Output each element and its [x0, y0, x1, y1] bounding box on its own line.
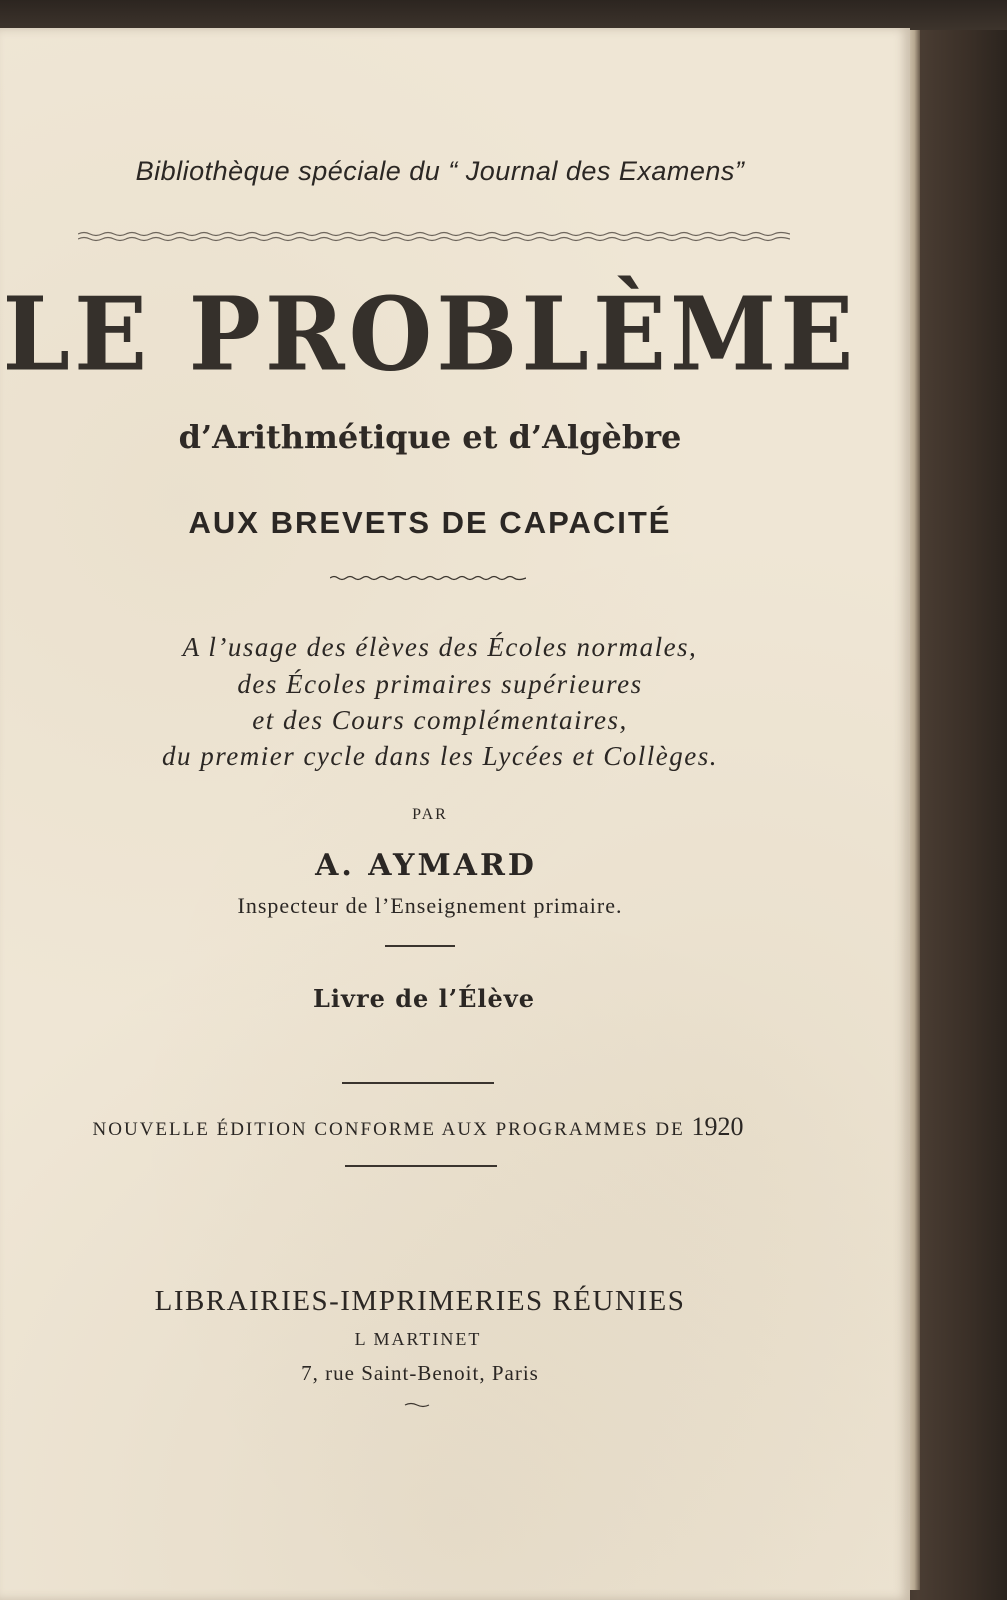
- title-page: [0, 28, 910, 1600]
- book-title: LE PROBLÈME: [2, 275, 858, 394]
- volume-label: Livre de l’Élève: [313, 984, 535, 1013]
- book-top-edge: [0, 0, 1007, 30]
- wavy-rule: [78, 230, 790, 244]
- exam-line: AUX BREVETS DE CAPACITÉ: [188, 505, 672, 540]
- publisher-name: LIBRAIRIES-IMPRIMERIES RÉUNIES: [154, 1285, 686, 1317]
- audience-line: des Écoles primaires supérieures: [237, 669, 643, 699]
- author-name: A. AYMARD: [315, 848, 537, 883]
- series-heading: Bibliothèque spéciale du “ Journal des Examens”: [135, 156, 745, 186]
- audience-line: et des Cours complémentaires,: [252, 705, 628, 735]
- divider: [345, 1165, 497, 1167]
- edition-line: [0, 1112, 848, 1142]
- wavy-rule-small: [330, 573, 526, 583]
- divider: [385, 945, 455, 947]
- publisher-address: 7, rue Saint-Benoit, Paris: [301, 1361, 539, 1385]
- printer-name: L MARTINET: [354, 1329, 482, 1349]
- edition-year: 1920: [691, 1112, 744, 1141]
- book-subtitle: d’Arithmétique et d’Algèbre: [178, 418, 682, 456]
- by-label: PAR: [412, 806, 448, 823]
- author-role: Inspecteur de l’Enseignement primaire.: [237, 893, 623, 918]
- audience-line: du premier cycle dans les Lycées et Collèges.: [161, 741, 719, 771]
- audience-line: A l’usage des élèves des Écoles normales,: [182, 632, 698, 662]
- edition-text: NOUVELLE ÉDITION CONFORME AUX PROGRAMMES DE: [92, 1119, 685, 1140]
- fleuron-ornament: [404, 1402, 430, 1408]
- divider: [342, 1082, 494, 1084]
